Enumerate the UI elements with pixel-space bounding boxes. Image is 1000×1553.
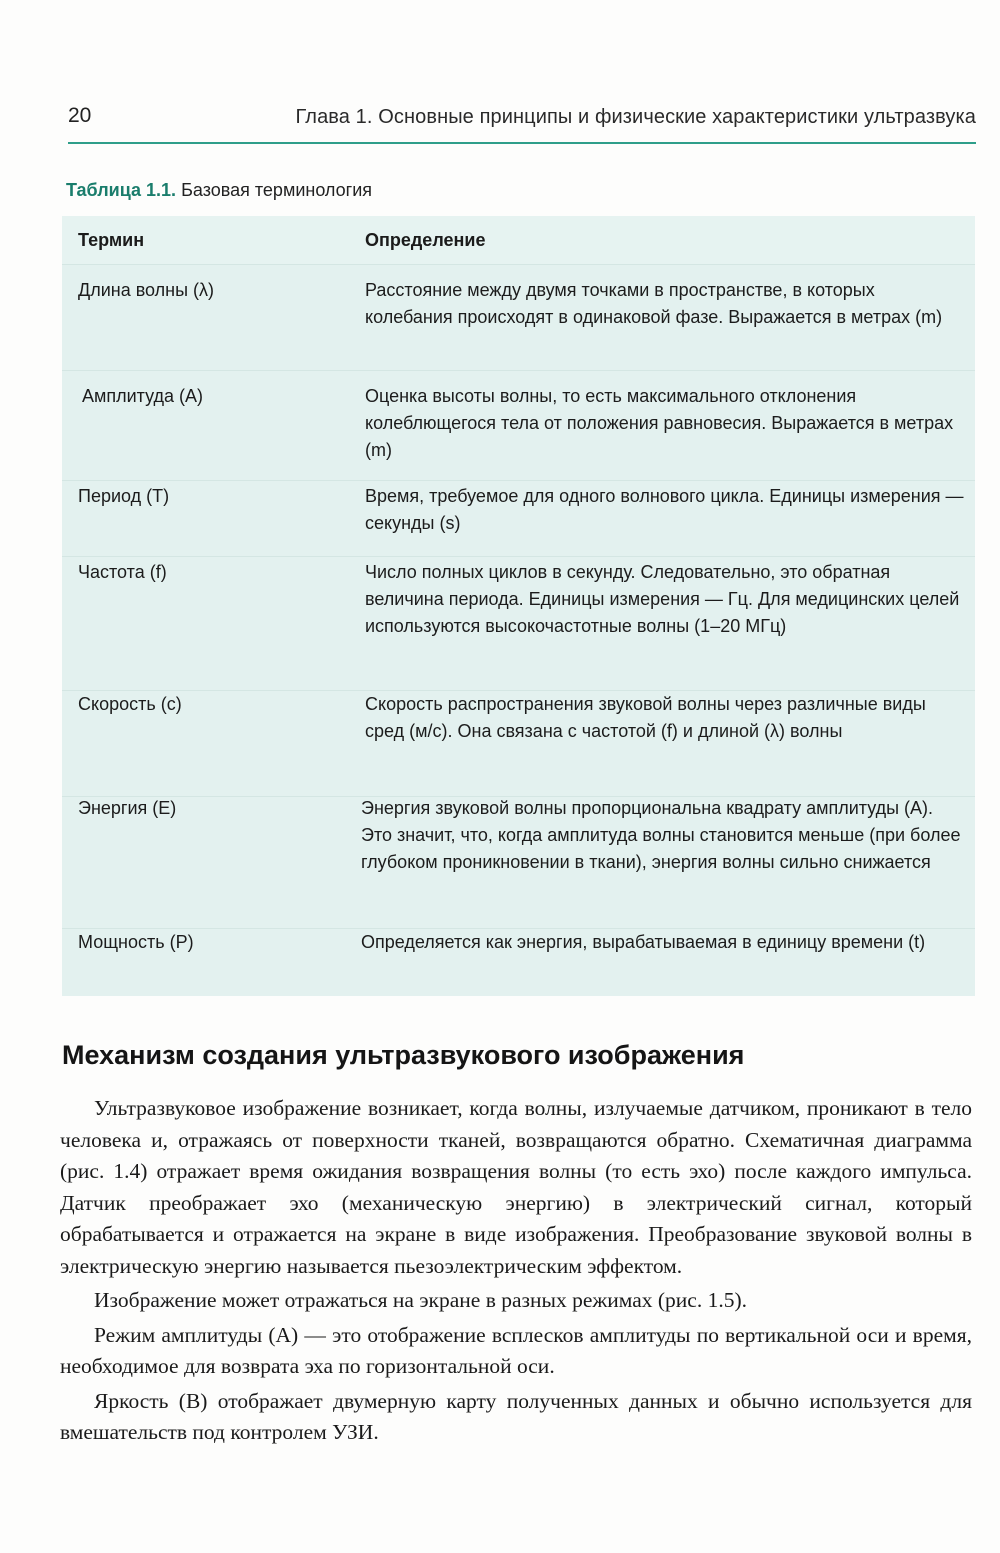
chapter-title: Глава 1. Основные принципы и физические характеристики ультразвука (295, 106, 976, 128)
column-header-definition: Определение (365, 230, 486, 250)
term-cell: Энергия (E) (78, 798, 177, 818)
term-cell: Скорость (c) (78, 694, 182, 714)
table-row (62, 928, 975, 996)
paragraph: Яркость (В) отображает двумерную карту полученных данных и обычно используется для вмешательств под контролем УЗИ. (60, 1388, 972, 1444)
section-heading: Механизм создания ультразвукового изображения (62, 1040, 745, 1070)
definition-cell: Оценка высоты волны, то есть максимального отклонения колеблющегося тела от положения равновесия. Выражается в метрах (m) (365, 386, 954, 460)
term-cell: Длина волны (λ) (78, 280, 215, 300)
definition-cell: Определяется как энергия, вырабатываемая в единицу времени (t) (361, 932, 926, 952)
table-row (62, 480, 975, 556)
table-row (62, 690, 975, 796)
table-row (62, 556, 975, 690)
table-caption (66, 180, 372, 201)
running-header (68, 104, 976, 144)
term-cell: Частота (f) (78, 562, 167, 582)
section-body (60, 1093, 972, 1449)
term-cell: Амплитуда (A) (82, 386, 204, 406)
table-row (62, 264, 975, 370)
table-row (62, 796, 975, 928)
table-header-row (62, 216, 975, 264)
column-header-term: Термин (78, 230, 145, 250)
term-cell: Мощность (P) (78, 932, 194, 952)
definition-cell: Энергия звуковой волны пропорциональна квадрату амплитуды (A). Это значит, что, когда амплитуда волны становится меньше (при более глубоком проникновении в ткани), энергия волны сильно снижается (361, 798, 961, 872)
terminology-table (62, 216, 975, 996)
definition-cell: Скорость распространения звуковой волны через различные виды сред (м/с). Она связана с частотой (f) и длиной (λ) волны (365, 694, 926, 741)
table-caption-label: Таблица 1.1. (66, 180, 177, 200)
term-cell: Период (T) (78, 486, 170, 506)
paragraph: Ультразвуковое изображение возникает, когда волны, излучаемые датчиком, проникают в тело человека и, отражаясь от поверхности тканей, возвращаются обратно. Схематичная диаграмма (рис. 1.4) отражает время ожидания возвращения волны (то есть эхо) после каждого импульса. Датчик преображает эхо (механическую энергию) в электрический сигнал, который обрабатывается и отражается на экране в виде изображения. Преобразование звуковой волны в электрическую энергию называется пьезоэлектрическим эффектом. (60, 1096, 972, 1278)
paragraph: Режим амплитуды (А) — это отображение всплесков амплитуды по вертикальной оси и время, необходимое для возврата эха по горизонтальной оси. (60, 1322, 972, 1378)
definition-cell: Время, требуемое для одного волнового цикла. Единицы измерения — секунды (s) (365, 486, 964, 533)
table-caption-text: Базовая терминология (181, 180, 373, 200)
table-row (62, 370, 975, 480)
definition-cell: Расстояние между двумя точками в пространстве, в которых колебания происходят в одинаковой фазе. Выражается в метрах (m) (365, 280, 943, 327)
paragraph: Изображение может отражаться на экране в разных режимах (рис. 1.5). (94, 1288, 747, 1312)
page-number: 20 (68, 104, 92, 127)
definition-cell: Число полных циклов в секунду. Следовательно, это обратная величина периода. Единицы измерения — Гц. Для медицинских целей используются высокочастотные волны (1–20 МГц) (365, 562, 960, 636)
